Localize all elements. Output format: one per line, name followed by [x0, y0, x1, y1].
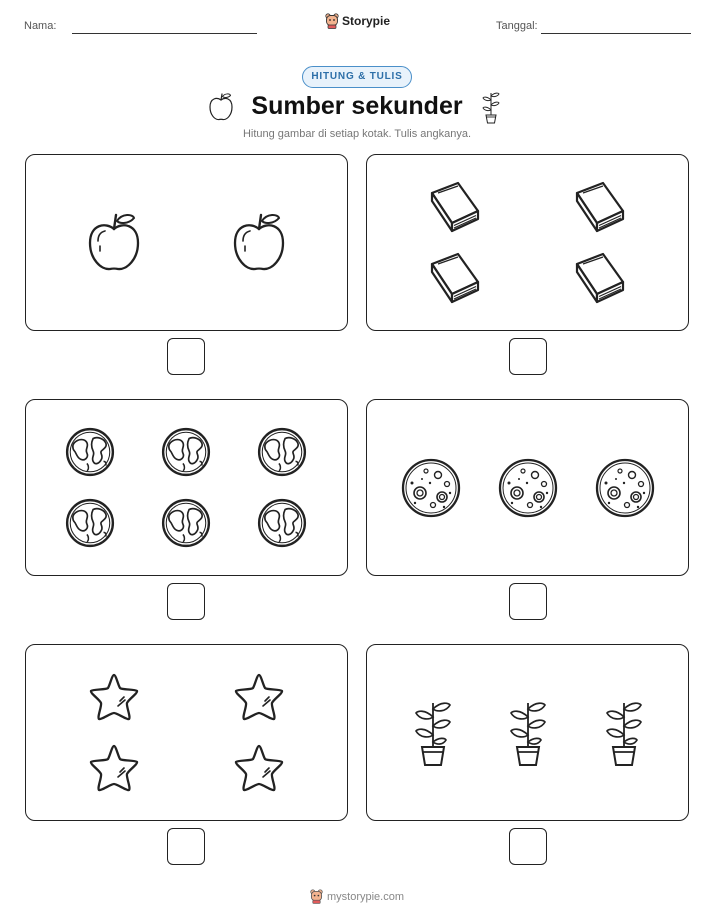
- earth-icon: [64, 497, 116, 549]
- count-panel-6: [366, 644, 689, 821]
- answer-box-3[interactable]: [167, 583, 205, 620]
- star-icon: [87, 742, 141, 794]
- count-panel-5: [25, 644, 348, 821]
- count-panel-2: [366, 154, 689, 331]
- category-badge: HITUNG & TULIS: [302, 66, 412, 88]
- plant-icon: [604, 699, 644, 767]
- answer-box-1[interactable]: [167, 338, 205, 375]
- answer-box-6[interactable]: [509, 828, 547, 865]
- book-icon: [573, 179, 627, 233]
- count-panel-4: [366, 399, 689, 576]
- bear-icon: [325, 13, 339, 29]
- moon-icon: [594, 457, 656, 519]
- footer-url[interactable]: mystorypie.com: [326, 890, 405, 903]
- apple-icon: [230, 211, 288, 273]
- name-label: Nama:: [24, 20, 57, 32]
- answer-box-5[interactable]: [167, 828, 205, 865]
- answer-box-2[interactable]: [509, 338, 547, 375]
- earth-icon: [256, 426, 308, 478]
- moon-icon: [400, 457, 462, 519]
- date-line[interactable]: [541, 33, 691, 34]
- earth-icon: [64, 426, 116, 478]
- name-line[interactable]: [72, 33, 257, 34]
- star-icon: [232, 742, 286, 794]
- earth-icon: [160, 426, 212, 478]
- moon-icon: [497, 457, 559, 519]
- answer-box-4[interactable]: [509, 583, 547, 620]
- book-icon: [428, 179, 482, 233]
- instructions: Hitung gambar di setiap kotak. Tulis angkanya.: [242, 128, 472, 140]
- star-icon: [232, 671, 286, 723]
- book-icon: [573, 250, 627, 304]
- book-icon: [428, 250, 482, 304]
- brand-name: Storypie: [342, 14, 391, 28]
- earth-icon: [160, 497, 212, 549]
- plant-icon: [481, 90, 501, 129]
- date-label: Tanggal:: [496, 20, 538, 32]
- count-panel-1: [25, 154, 348, 331]
- bear-icon: [310, 889, 323, 904]
- earth-icon: [256, 497, 308, 549]
- page-title: Sumber sekunder: [251, 92, 463, 120]
- star-icon: [87, 671, 141, 723]
- apple-icon: [85, 211, 143, 273]
- plant-icon: [413, 699, 453, 767]
- plant-icon: [508, 699, 548, 767]
- count-panel-3: [25, 399, 348, 576]
- brand-logo: [325, 13, 390, 29]
- footer: [0, 889, 714, 904]
